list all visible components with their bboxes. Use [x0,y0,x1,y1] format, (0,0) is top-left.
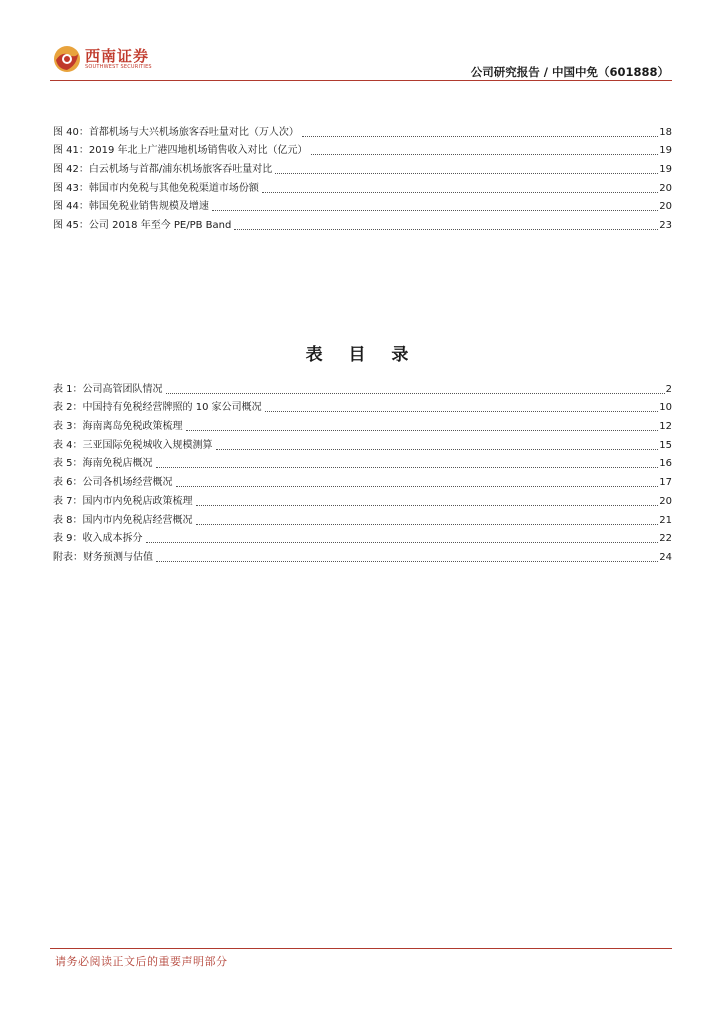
logo-cn-text: 西南证券 [85,46,150,65]
figure-list [53,120,672,232]
toc-entry-page: 21 [659,514,672,526]
dot-leader [234,229,658,230]
toc-entry-label: 表 5：海南免税店概况 [53,458,153,470]
report-title: 公司研究报告 / 中国中免（601888） [470,65,669,79]
figure-list-row[interactable] [53,213,672,232]
logo-mark-icon [53,45,81,73]
table-list-row[interactable] [53,527,672,546]
figure-list-row[interactable] [53,195,672,214]
dot-leader [196,524,659,525]
table-list-row[interactable] [53,452,672,471]
figure-list-row[interactable] [53,120,672,139]
toc-entry-page: 19 [659,164,672,176]
dot-leader [262,192,658,193]
toc-entry-page: 24 [659,551,672,563]
toc-entry-label: 图 43：韩国市内免税与其他免税渠道市场份额 [53,182,259,194]
toc-entry-page: 23 [659,220,672,232]
toc-entry-page: 18 [659,126,672,138]
toc-entry-page: 12 [659,421,672,433]
table-list-row[interactable] [53,433,672,452]
table-list-row[interactable] [53,508,672,527]
table-list-row[interactable] [53,377,672,396]
dot-leader [216,449,659,450]
figure-list-row[interactable] [53,176,672,195]
toc-entry-label: 表 1：公司高管团队情况 [53,383,163,395]
toc-entry-label: 表 4：三亚国际免税城收入规模测算 [53,439,213,451]
dot-leader [302,136,658,137]
toc-entry-label: 表 8：国内市内免税店经营概况 [53,514,193,526]
toc-entry-page: 22 [659,533,672,545]
logo-en-text: SOUTHWEST SECURITIES [85,63,152,70]
toc-entry-label: 图 40：首都机场与大兴机场旅客吞吐量对比（万人次） [53,126,299,138]
dot-leader [196,505,659,506]
dot-leader [186,430,659,431]
toc-entry-page: 19 [659,145,672,157]
toc-entry-page: 20 [659,182,672,194]
dot-leader [176,486,659,487]
toc-entry-label: 图 44：韩国免税业销售规模及增速 [53,201,209,213]
toc-entry-page: 10 [659,402,672,414]
table-list-row[interactable] [53,545,672,564]
table-list [53,377,672,564]
toc-entry-label: 表 3：海南离岛免税政策梳理 [53,421,183,433]
toc-entry-page: 20 [659,495,672,507]
toc-entry-label: 表 9：收入成本拆分 [53,533,143,545]
dot-leader [311,154,659,155]
dot-leader [275,173,658,174]
footer-divider [50,948,672,949]
toc-entry-label: 表 7：国内市内免税店政策梳理 [53,495,193,507]
toc-entry-page: 2 [665,383,672,395]
toc-entry-page: 17 [659,477,672,489]
toc-entry-label: 图 42：白云机场与首都/浦东机场旅客吞吐量对比 [53,164,273,176]
figure-list-row[interactable] [53,139,672,158]
toc-entry-label: 表 2：中国持有免税经营牌照的 10 家公司概况 [53,402,262,414]
dot-leader [156,467,659,468]
dot-leader [146,542,659,543]
tables-section-title: 表 目 录 [305,345,419,365]
toc-entry-page: 20 [659,201,672,213]
toc-entry-label: 附表：财务预测与估值 [53,551,153,563]
company-logo [53,44,152,74]
table-list-row[interactable] [53,489,672,508]
dot-leader [212,210,658,211]
table-list-row[interactable] [53,470,672,489]
toc-entry-label: 表 6：公司各机场经营概况 [53,477,173,489]
toc-entry-page: 16 [659,458,672,470]
toc-entry-label: 图 45：公司 2018 年至今 PE/PB Band [53,220,232,232]
toc-entry-page: 15 [659,439,672,451]
disclaimer-note: 请务必阅读正文后的重要声明部分 [55,955,228,968]
header-divider [50,80,672,81]
dot-leader [156,561,658,562]
table-list-row[interactable] [53,414,672,433]
toc-entry-label: 图 41：2019 年北上广港四地机场销售收入对比（亿元） [53,145,308,157]
table-list-row[interactable] [53,396,672,415]
figure-list-row[interactable] [53,157,672,176]
dot-leader [166,393,665,394]
dot-leader [265,411,659,412]
